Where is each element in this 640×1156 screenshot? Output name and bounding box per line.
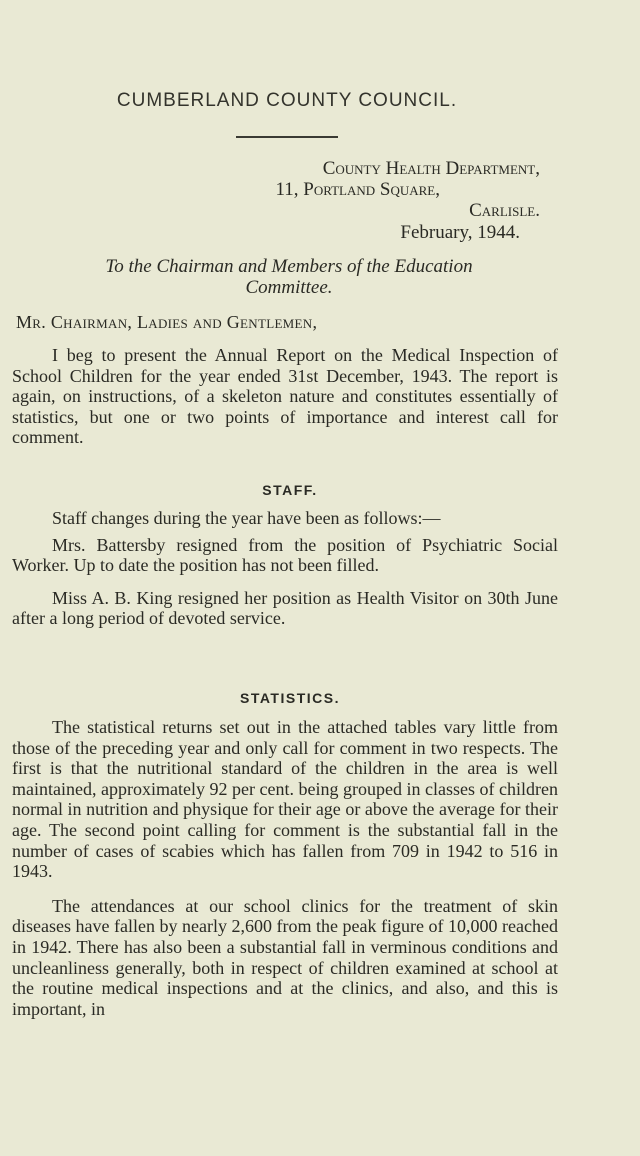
salutation: Mr. Chairman, Ladies and Gentlemen, <box>16 312 318 332</box>
statistics-paragraph-2: The attendances at our school clinics for the treatment of skin diseases have fallen by nearly 2,600 from the peak figure of 10,000 reached in 1942. There has also been a substantial fall in verminous conditions and uncleanliness generally, both in respect of children examined at school at the routine medical inspections and at the clinics, and also, and this is important, in <box>12 895 558 1019</box>
address-line-3: Carlisle. <box>469 200 540 221</box>
sender-address <box>275 158 540 243</box>
intro-paragraph: I beg to present the Annual Report on the Medical Inspection of School Children for the year ended 31st December, 1943. The report is again, on instructions, of a skeleton nature and constitutes essentially of statistics, but one or two points of importance and interest call for comment. <box>12 345 558 448</box>
intro-paragraph-block <box>12 345 558 448</box>
statistics-paragraph-1: The statistical returns set out in the attached tables vary little from those of the preceding year and only call for comment in two respects. The first is that the nutritional standard of the children in the area is well maintained, approximately 92 per cent. being grouped in classes of children normal in nutrition and physique for their age or above the average for their age. The second point calling for comment is the substantial fall in the number of cases of scabies which has fallen from 709 in 1942 to 516 in 1943. <box>12 717 558 882</box>
addressee-line-2: Committee. <box>245 277 333 298</box>
addressee <box>0 256 578 298</box>
address-line-2: 11, Portland Square, <box>275 179 440 200</box>
council-title: CUMBERLAND COUNTY COUNCIL. <box>116 90 458 111</box>
address-line-1: County Health Department, <box>322 158 540 179</box>
staff-paragraph-2: Mrs. Battersby resigned from the position of Psychiatric Social Worker. Up to date the position has not been filled. <box>12 534 558 576</box>
statistics-heading: STATISTICS. <box>240 690 340 706</box>
title-rule <box>236 136 338 138</box>
staff-paragraph-3: Miss A. B. King resigned her position as Health Visitor on 30th June after a long period of devoted service. <box>12 587 558 629</box>
letter-date: February, 1944. <box>400 222 520 243</box>
addressee-line-1: To the Chairman and Members of the Education <box>105 256 473 277</box>
staff-section <box>12 508 558 629</box>
staff-paragraph-1: Staff changes during the year have been as follows:— <box>52 508 441 528</box>
staff-heading: STAFF. <box>262 482 318 498</box>
statistics-section <box>12 717 558 1019</box>
